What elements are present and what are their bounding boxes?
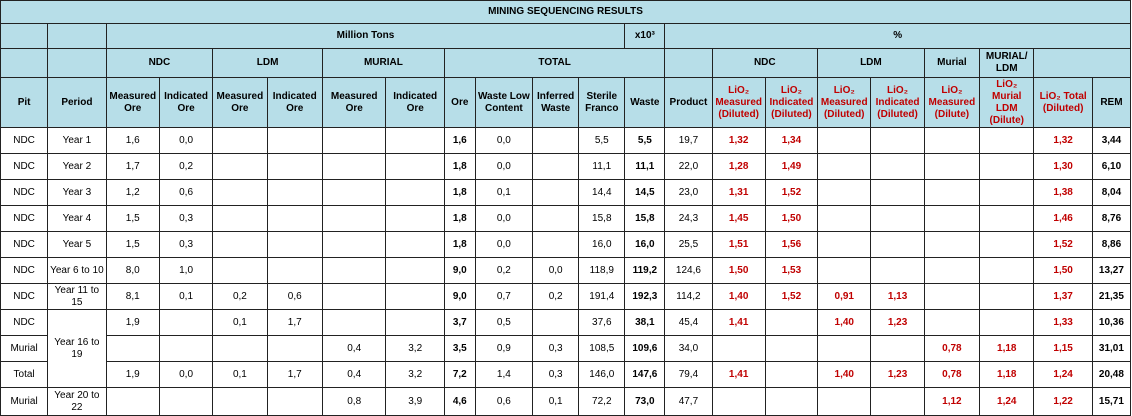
blank-header: [1034, 49, 1131, 78]
cell-value: 1,30: [1034, 154, 1092, 180]
cell-value: 0,1: [159, 284, 212, 310]
cell-period: Year 1: [48, 128, 106, 154]
cell-period: Year 6 to 10: [48, 258, 106, 284]
cell-value: 0,0: [475, 128, 532, 154]
cell-value: 9,0: [444, 258, 475, 284]
cell-value: [980, 128, 1034, 154]
table-row: [1, 310, 1131, 336]
cell-value: 124,6: [665, 258, 712, 284]
cell-value: 0,0: [475, 154, 532, 180]
blank-header: [48, 49, 106, 78]
cell-value: [213, 180, 267, 206]
cell-value: 119,2: [625, 258, 665, 284]
cell-value: 0,2: [159, 154, 212, 180]
cell-value: [213, 232, 267, 258]
cell-value: 0,3: [159, 206, 212, 232]
cell-value: 108,5: [579, 336, 625, 362]
cell-value: [159, 388, 212, 416]
cell-value: 1,5: [106, 206, 159, 232]
cell-value: 1,50: [765, 206, 817, 232]
cell-value: 10,36: [1092, 310, 1130, 336]
cell-pit: NDC: [1, 154, 48, 180]
cell-value: 1,52: [765, 180, 817, 206]
table-row: [1, 336, 1131, 362]
cell-value: 114,2: [665, 284, 712, 310]
cell-value: 0,91: [818, 284, 871, 310]
cell-value: 21,35: [1092, 284, 1130, 310]
cell-value: 8,04: [1092, 180, 1130, 206]
cell-value: [322, 232, 386, 258]
cell-value: 73,0: [625, 388, 665, 416]
cell-value: 1,41: [712, 310, 765, 336]
cell-value: 1,32: [1034, 128, 1092, 154]
cell-value: 6,10: [1092, 154, 1130, 180]
cell-value: 13,27: [1092, 258, 1130, 284]
cell-value: [386, 310, 444, 336]
cell-period: Year 4: [48, 206, 106, 232]
col-rem: REM: [1092, 78, 1130, 128]
cell-value: 1,34: [765, 128, 817, 154]
cell-value: [386, 154, 444, 180]
col-murial-lio-measured: LiO₂ Measured (Dilute): [924, 78, 979, 128]
col-ndc-lio-indicated: LiO₂ Indicated (Diluted): [765, 78, 817, 128]
cell-value: 1,37: [1034, 284, 1092, 310]
cell-period: Year 2: [48, 154, 106, 180]
cell-value: 1,5: [106, 232, 159, 258]
cell-value: 0,2: [533, 284, 579, 310]
cell-value: [322, 128, 386, 154]
cell-value: [386, 206, 444, 232]
col-ndc-lio-measured: LiO₂ Measured (Diluted): [712, 78, 765, 128]
cell-value: [213, 336, 267, 362]
cell-value: 0,4: [322, 336, 386, 362]
cell-value: 16,0: [625, 232, 665, 258]
cell-value: 20,48: [1092, 362, 1130, 388]
cell-value: 0,5: [475, 310, 532, 336]
cell-value: 8,76: [1092, 206, 1130, 232]
cell-value: [818, 232, 871, 258]
cell-value: [533, 310, 579, 336]
cell-value: [980, 284, 1034, 310]
cell-value: 7,2: [444, 362, 475, 388]
cell-value: [159, 336, 212, 362]
cell-value: [386, 232, 444, 258]
cell-value: [871, 232, 924, 258]
cell-value: [924, 180, 979, 206]
cell-value: [533, 206, 579, 232]
cell-value: [322, 180, 386, 206]
cell-value: [213, 258, 267, 284]
cell-value: [533, 180, 579, 206]
col-pit: Pit: [1, 78, 48, 128]
cell-value: [871, 180, 924, 206]
cell-value: [818, 154, 871, 180]
cell-period: Year 11 to 15: [48, 284, 106, 310]
cell-value: 0,7: [475, 284, 532, 310]
cell-value: [871, 154, 924, 180]
cell-value: [712, 336, 765, 362]
cell-value: [871, 206, 924, 232]
cell-value: [980, 180, 1034, 206]
cell-value: 0,1: [475, 180, 532, 206]
cell-value: 0,4: [322, 362, 386, 388]
cell-value: 1,31: [712, 180, 765, 206]
cell-value: [818, 206, 871, 232]
col-inferred-waste: Inferred Waste: [533, 78, 579, 128]
table-row: [1, 154, 1131, 180]
cell-value: [533, 232, 579, 258]
col-lio-total: LiO₂ Total (Diluted): [1034, 78, 1092, 128]
cell-value: 0,0: [159, 362, 212, 388]
cell-value: 1,40: [818, 310, 871, 336]
col-ore: Ore: [444, 78, 475, 128]
cell-pit: NDC: [1, 232, 48, 258]
cell-value: [765, 362, 817, 388]
cell-value: [267, 258, 322, 284]
cell-value: [533, 154, 579, 180]
cell-value: 0,3: [533, 336, 579, 362]
cell-value: 47,7: [665, 388, 712, 416]
cell-value: [386, 284, 444, 310]
cell-value: 1,6: [444, 128, 475, 154]
cell-value: 1,13: [871, 284, 924, 310]
col-murial-indicated: Indicated Ore: [386, 78, 444, 128]
table-row: [1, 232, 1131, 258]
cell-value: 1,15: [1034, 336, 1092, 362]
table-row: [1, 388, 1131, 416]
cell-value: 1,8: [444, 232, 475, 258]
cell-pit: NDC: [1, 180, 48, 206]
cell-value: 1,18: [980, 336, 1034, 362]
cell-value: [386, 128, 444, 154]
cell-value: 14,5: [625, 180, 665, 206]
cell-period: Year 16 to 19: [48, 310, 106, 388]
cell-period: Year 20 to 22: [48, 388, 106, 416]
table-row: [1, 128, 1131, 154]
cell-value: 1,52: [1034, 232, 1092, 258]
cell-value: 3,7: [444, 310, 475, 336]
cell-pit: NDC: [1, 284, 48, 310]
cell-value: 34,0: [665, 336, 712, 362]
cell-value: 1,8: [444, 154, 475, 180]
col-sterile-franco: Sterile Franco: [579, 78, 625, 128]
cell-value: 1,24: [1034, 362, 1092, 388]
cell-value: [267, 232, 322, 258]
cell-value: 24,3: [665, 206, 712, 232]
cell-value: [213, 206, 267, 232]
subgroup-ndc: NDC: [106, 49, 213, 78]
cell-pit: NDC: [1, 258, 48, 284]
col-waste-low-content: Waste Low Content: [475, 78, 532, 128]
subgroup-ldm-pct: LDM: [818, 49, 925, 78]
cell-value: 0,0: [475, 206, 532, 232]
cell-value: 0,0: [533, 258, 579, 284]
cell-value: 191,4: [579, 284, 625, 310]
cell-value: 147,6: [625, 362, 665, 388]
col-product: Product: [665, 78, 712, 128]
col-ldm-measured: Measured Ore: [213, 78, 267, 128]
col-ndc-measured: Measured Ore: [106, 78, 159, 128]
cell-value: [765, 388, 817, 416]
cell-value: 1,32: [712, 128, 765, 154]
cell-value: [267, 180, 322, 206]
blank-header: [1, 49, 48, 78]
cell-value: [818, 258, 871, 284]
group-million-tons: Million Tons: [106, 24, 625, 49]
col-ndc-indicated: Indicated Ore: [159, 78, 212, 128]
cell-value: 0,2: [213, 284, 267, 310]
col-ldm-indicated: Indicated Ore: [267, 78, 322, 128]
cell-value: 23,0: [665, 180, 712, 206]
cell-value: 1,40: [818, 362, 871, 388]
cell-value: 15,8: [625, 206, 665, 232]
cell-value: 1,12: [924, 388, 979, 416]
cell-value: 1,8: [444, 206, 475, 232]
cell-value: [106, 336, 159, 362]
cell-value: 1,23: [871, 310, 924, 336]
cell-pit: Total: [1, 362, 48, 388]
blank-header: [48, 24, 106, 49]
cell-value: 1,4: [475, 362, 532, 388]
cell-value: [267, 336, 322, 362]
cell-value: [386, 180, 444, 206]
subgroup-ndc-pct: NDC: [712, 49, 818, 78]
cell-value: 0,0: [475, 232, 532, 258]
cell-value: 15,71: [1092, 388, 1130, 416]
cell-value: 25,5: [665, 232, 712, 258]
cell-value: 1,56: [765, 232, 817, 258]
cell-value: 38,1: [625, 310, 665, 336]
cell-value: 1,7: [267, 362, 322, 388]
cell-value: 1,6: [106, 128, 159, 154]
cell-value: 37,6: [579, 310, 625, 336]
cell-value: 72,2: [579, 388, 625, 416]
col-period: Period: [48, 78, 106, 128]
cell-pit: Murial: [1, 388, 48, 416]
cell-value: [765, 310, 817, 336]
cell-value: 1,38: [1034, 180, 1092, 206]
cell-value: [159, 310, 212, 336]
cell-value: [386, 258, 444, 284]
cell-value: 9,0: [444, 284, 475, 310]
subgroup-murial-pct: Murial: [924, 49, 979, 78]
table-row: [1, 206, 1131, 232]
cell-value: [322, 206, 386, 232]
cell-value: 1,49: [765, 154, 817, 180]
cell-pit: NDC: [1, 128, 48, 154]
subgroup-murial-ldm-pct: MURIAL/ LDM: [980, 49, 1034, 78]
cell-value: [924, 284, 979, 310]
cell-value: 0,78: [924, 336, 979, 362]
cell-value: [533, 128, 579, 154]
cell-value: 1,53: [765, 258, 817, 284]
subgroup-ldm: LDM: [213, 49, 323, 78]
subgroup-total: TOTAL: [444, 49, 664, 78]
cell-value: [322, 284, 386, 310]
cell-value: 1,24: [980, 388, 1034, 416]
cell-value: 1,50: [1034, 258, 1092, 284]
cell-value: 0,78: [924, 362, 979, 388]
cell-value: [213, 128, 267, 154]
cell-value: 22,0: [665, 154, 712, 180]
cell-value: [980, 310, 1034, 336]
cell-value: [980, 258, 1034, 284]
cell-value: 1,8: [444, 180, 475, 206]
cell-period: Year 5: [48, 232, 106, 258]
col-waste: Waste: [625, 78, 665, 128]
cell-value: 0,6: [475, 388, 532, 416]
cell-value: 3,9: [386, 388, 444, 416]
cell-value: 1,18: [980, 362, 1034, 388]
cell-value: 1,52: [765, 284, 817, 310]
cell-value: 4,6: [444, 388, 475, 416]
cell-value: [871, 388, 924, 416]
cell-value: 79,4: [665, 362, 712, 388]
cell-value: 1,23: [871, 362, 924, 388]
cell-value: 5,5: [625, 128, 665, 154]
cell-value: 1,9: [106, 310, 159, 336]
cell-period: Year 3: [48, 180, 106, 206]
cell-value: 146,0: [579, 362, 625, 388]
cell-value: 3,44: [1092, 128, 1130, 154]
cell-value: 0,1: [213, 310, 267, 336]
cell-value: [267, 388, 322, 416]
cell-value: 109,6: [625, 336, 665, 362]
table-row: [1, 258, 1131, 284]
cell-value: 3,2: [386, 362, 444, 388]
cell-value: [980, 206, 1034, 232]
cell-value: 1,2: [106, 180, 159, 206]
cell-value: [765, 336, 817, 362]
table-body: [1, 128, 1131, 416]
cell-value: [267, 154, 322, 180]
blank-header: [1, 24, 48, 49]
cell-value: [924, 128, 979, 154]
cell-pit: NDC: [1, 310, 48, 336]
cell-value: [818, 128, 871, 154]
cell-value: 0,8: [322, 388, 386, 416]
cell-value: 1,40: [712, 284, 765, 310]
cell-value: [924, 258, 979, 284]
cell-value: [924, 232, 979, 258]
cell-value: 19,7: [665, 128, 712, 154]
cell-value: 0,6: [267, 284, 322, 310]
cell-value: 1,41: [712, 362, 765, 388]
cell-value: [322, 258, 386, 284]
cell-value: [818, 336, 871, 362]
cell-value: [818, 388, 871, 416]
cell-value: 1,7: [106, 154, 159, 180]
cell-value: 3,5: [444, 336, 475, 362]
cell-value: 1,50: [712, 258, 765, 284]
cell-value: 45,4: [665, 310, 712, 336]
cell-value: 1,45: [712, 206, 765, 232]
cell-value: [322, 154, 386, 180]
cell-value: 11,1: [579, 154, 625, 180]
table-title: MINING SEQUENCING RESULTS: [1, 1, 1131, 24]
subgroup-murial: MURIAL: [322, 49, 444, 78]
cell-value: 0,6: [159, 180, 212, 206]
cell-value: 8,1: [106, 284, 159, 310]
cell-value: [712, 388, 765, 416]
cell-value: [267, 206, 322, 232]
cell-value: [213, 154, 267, 180]
table-row: [1, 180, 1131, 206]
cell-value: 0,1: [213, 362, 267, 388]
cell-value: [980, 154, 1034, 180]
cell-value: 0,1: [533, 388, 579, 416]
cell-value: 0,3: [533, 362, 579, 388]
cell-value: [213, 388, 267, 416]
col-ldm-lio-indicated: LiO₂ Indicated (Diluted): [871, 78, 924, 128]
cell-pit: Murial: [1, 336, 48, 362]
cell-value: 5,5: [579, 128, 625, 154]
table-row: [1, 284, 1131, 310]
cell-value: 1,7: [267, 310, 322, 336]
cell-value: 8,86: [1092, 232, 1130, 258]
cell-value: 1,28: [712, 154, 765, 180]
cell-value: 8,0: [106, 258, 159, 284]
cell-value: 3,2: [386, 336, 444, 362]
cell-value: [871, 128, 924, 154]
cell-value: [924, 206, 979, 232]
cell-value: 0,9: [475, 336, 532, 362]
cell-value: 1,22: [1034, 388, 1092, 416]
cell-value: [924, 154, 979, 180]
group-percent: %: [665, 24, 1131, 49]
cell-value: [924, 310, 979, 336]
cell-value: [980, 232, 1034, 258]
cell-value: [106, 388, 159, 416]
cell-value: 118,9: [579, 258, 625, 284]
cell-pit: NDC: [1, 206, 48, 232]
cell-value: [871, 336, 924, 362]
cell-value: 16,0: [579, 232, 625, 258]
col-ldm-lio-measured: LiO₂ Measured (Diluted): [818, 78, 871, 128]
cell-value: 31,01: [1092, 336, 1130, 362]
cell-value: 14,4: [579, 180, 625, 206]
cell-value: 15,8: [579, 206, 625, 232]
cell-value: 1,51: [712, 232, 765, 258]
blank-header: [665, 49, 712, 78]
cell-value: [267, 128, 322, 154]
col-murial-ldm-lio: LiO₂ Murial LDM (Dilute): [980, 78, 1034, 128]
cell-value: [818, 180, 871, 206]
cell-value: 1,0: [159, 258, 212, 284]
cell-value: 192,3: [625, 284, 665, 310]
cell-value: 1,46: [1034, 206, 1092, 232]
cell-value: 11,1: [625, 154, 665, 180]
cell-value: [322, 310, 386, 336]
cell-value: 1,9: [106, 362, 159, 388]
group-x10: x10³: [625, 24, 665, 49]
cell-value: 0,0: [159, 128, 212, 154]
table-row: [1, 362, 1131, 388]
cell-value: 0,3: [159, 232, 212, 258]
cell-value: 0,2: [475, 258, 532, 284]
col-murial-measured: Measured Ore: [322, 78, 386, 128]
cell-value: [871, 258, 924, 284]
cell-value: 1,33: [1034, 310, 1092, 336]
